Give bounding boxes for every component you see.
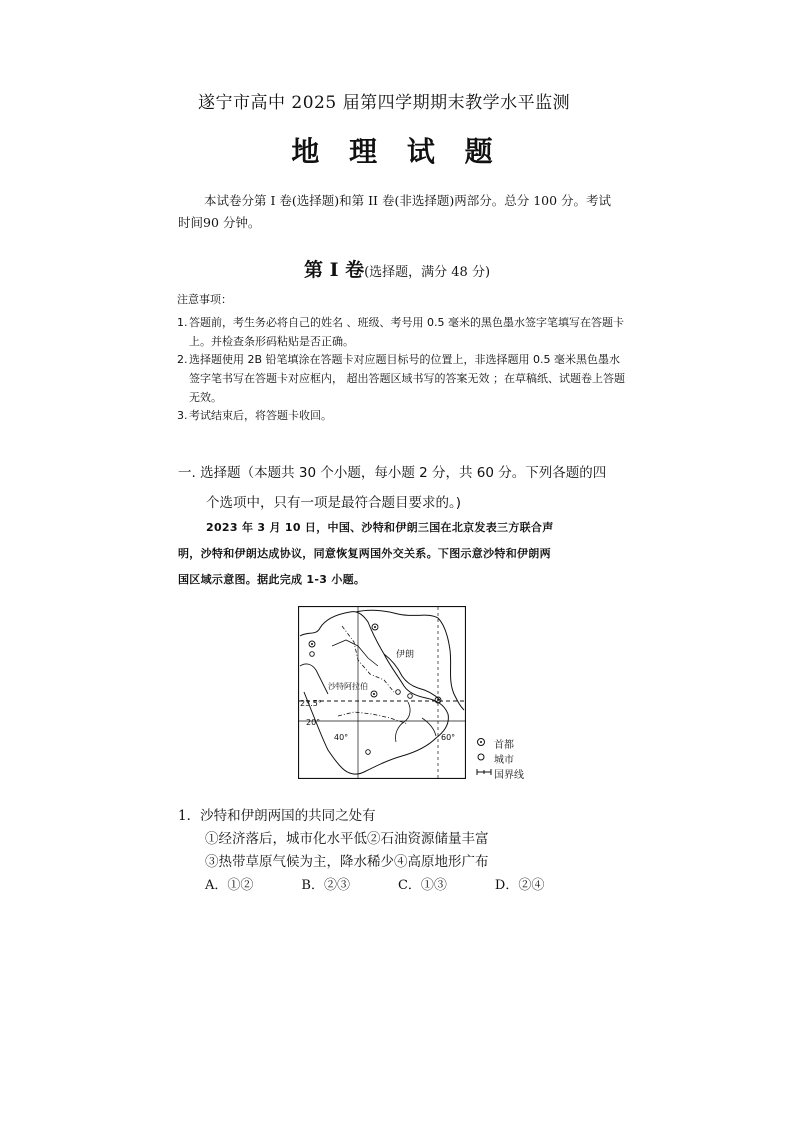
lon-label: 40° [334,733,349,742]
capital-legend-icon [476,737,494,750]
question-stem: 1．沙特和伊朗两国的共同之处有 [178,808,376,824]
exam-title: 地 理 试 题 [291,135,503,168]
exam-header: 遂宁市高中 2025 届第四学期期末教学水平监测 [198,93,571,113]
lon-label: 60° [441,733,456,742]
border-legend-icon [476,768,494,779]
option-b: B．②③ [301,878,350,893]
notice-item: 3. 考试结束后，将答题卡收回。 [177,409,332,422]
lat-label: 23.5° [300,699,322,708]
lat-label: 20° [306,718,321,727]
city-legend-icon [476,752,494,765]
notice-item: 2. 选择题使用 2B 铅笔填涂在答题卡对应题目标号的位置上，非选择题用 0.5 毫米黑色墨水 签字笔书写在答题卡对应框内， 超出答题区域书写的答案无效 ；在草稿纸、试题卷上答题无效。 [177,353,625,404]
question-statement: ③热带草原气候为主，降水稀少④高原地形广布 [205,854,489,870]
answer-options [205,874,592,893]
map-label-saudi: 沙特阿拉伯 [328,682,368,691]
option-d: D．②④ [494,878,545,893]
section-title: 第 Ⅰ 卷 [303,259,365,281]
section-heading [0,255,794,282]
map-label-iran: 伊朗 [396,650,415,660]
intro-paragraph: 本试卷分第 I 卷(选择题)和第 II 卷(非选择题)两部分。总分 100 分。考试时间90 分钟。 [178,193,612,230]
map-legend: 首都 城市 国界线 [476,736,524,781]
section-note: (选择题，满分 48 分) [364,265,491,280]
option-a: A．①② [205,878,254,893]
material-paragraph: 2023 年 3 月 10 日，中国、沙特和伊朗三国在北京发表三方联合声 明，沙特和伊朗达成协议，同意恢复两国外交关系。下图示意沙特和伊朗两 国区域示意图。据此完成 1-3 小题。 [178,521,554,586]
question-statement: ①经济落后，城市化水平低②石油资源储量丰富 [205,831,489,847]
region-map [298,606,466,779]
notice-item: 1. 答题前，考生务必将自己的姓名 、班级、考号用 0.5 毫米的黑色墨水签字笔填写在答题卡 上。并检查条形码粘贴是否正确。 [177,316,624,348]
notice-heading: 注意事项： [177,293,232,306]
option-c: C．①③ [397,878,447,893]
part1-instructions: 一. 选择题（本题共 30 个小题，每小题 2 分，共 60 分。下列各题的四 个选项中，只有一项是最符合题目要求的。) [178,465,607,511]
